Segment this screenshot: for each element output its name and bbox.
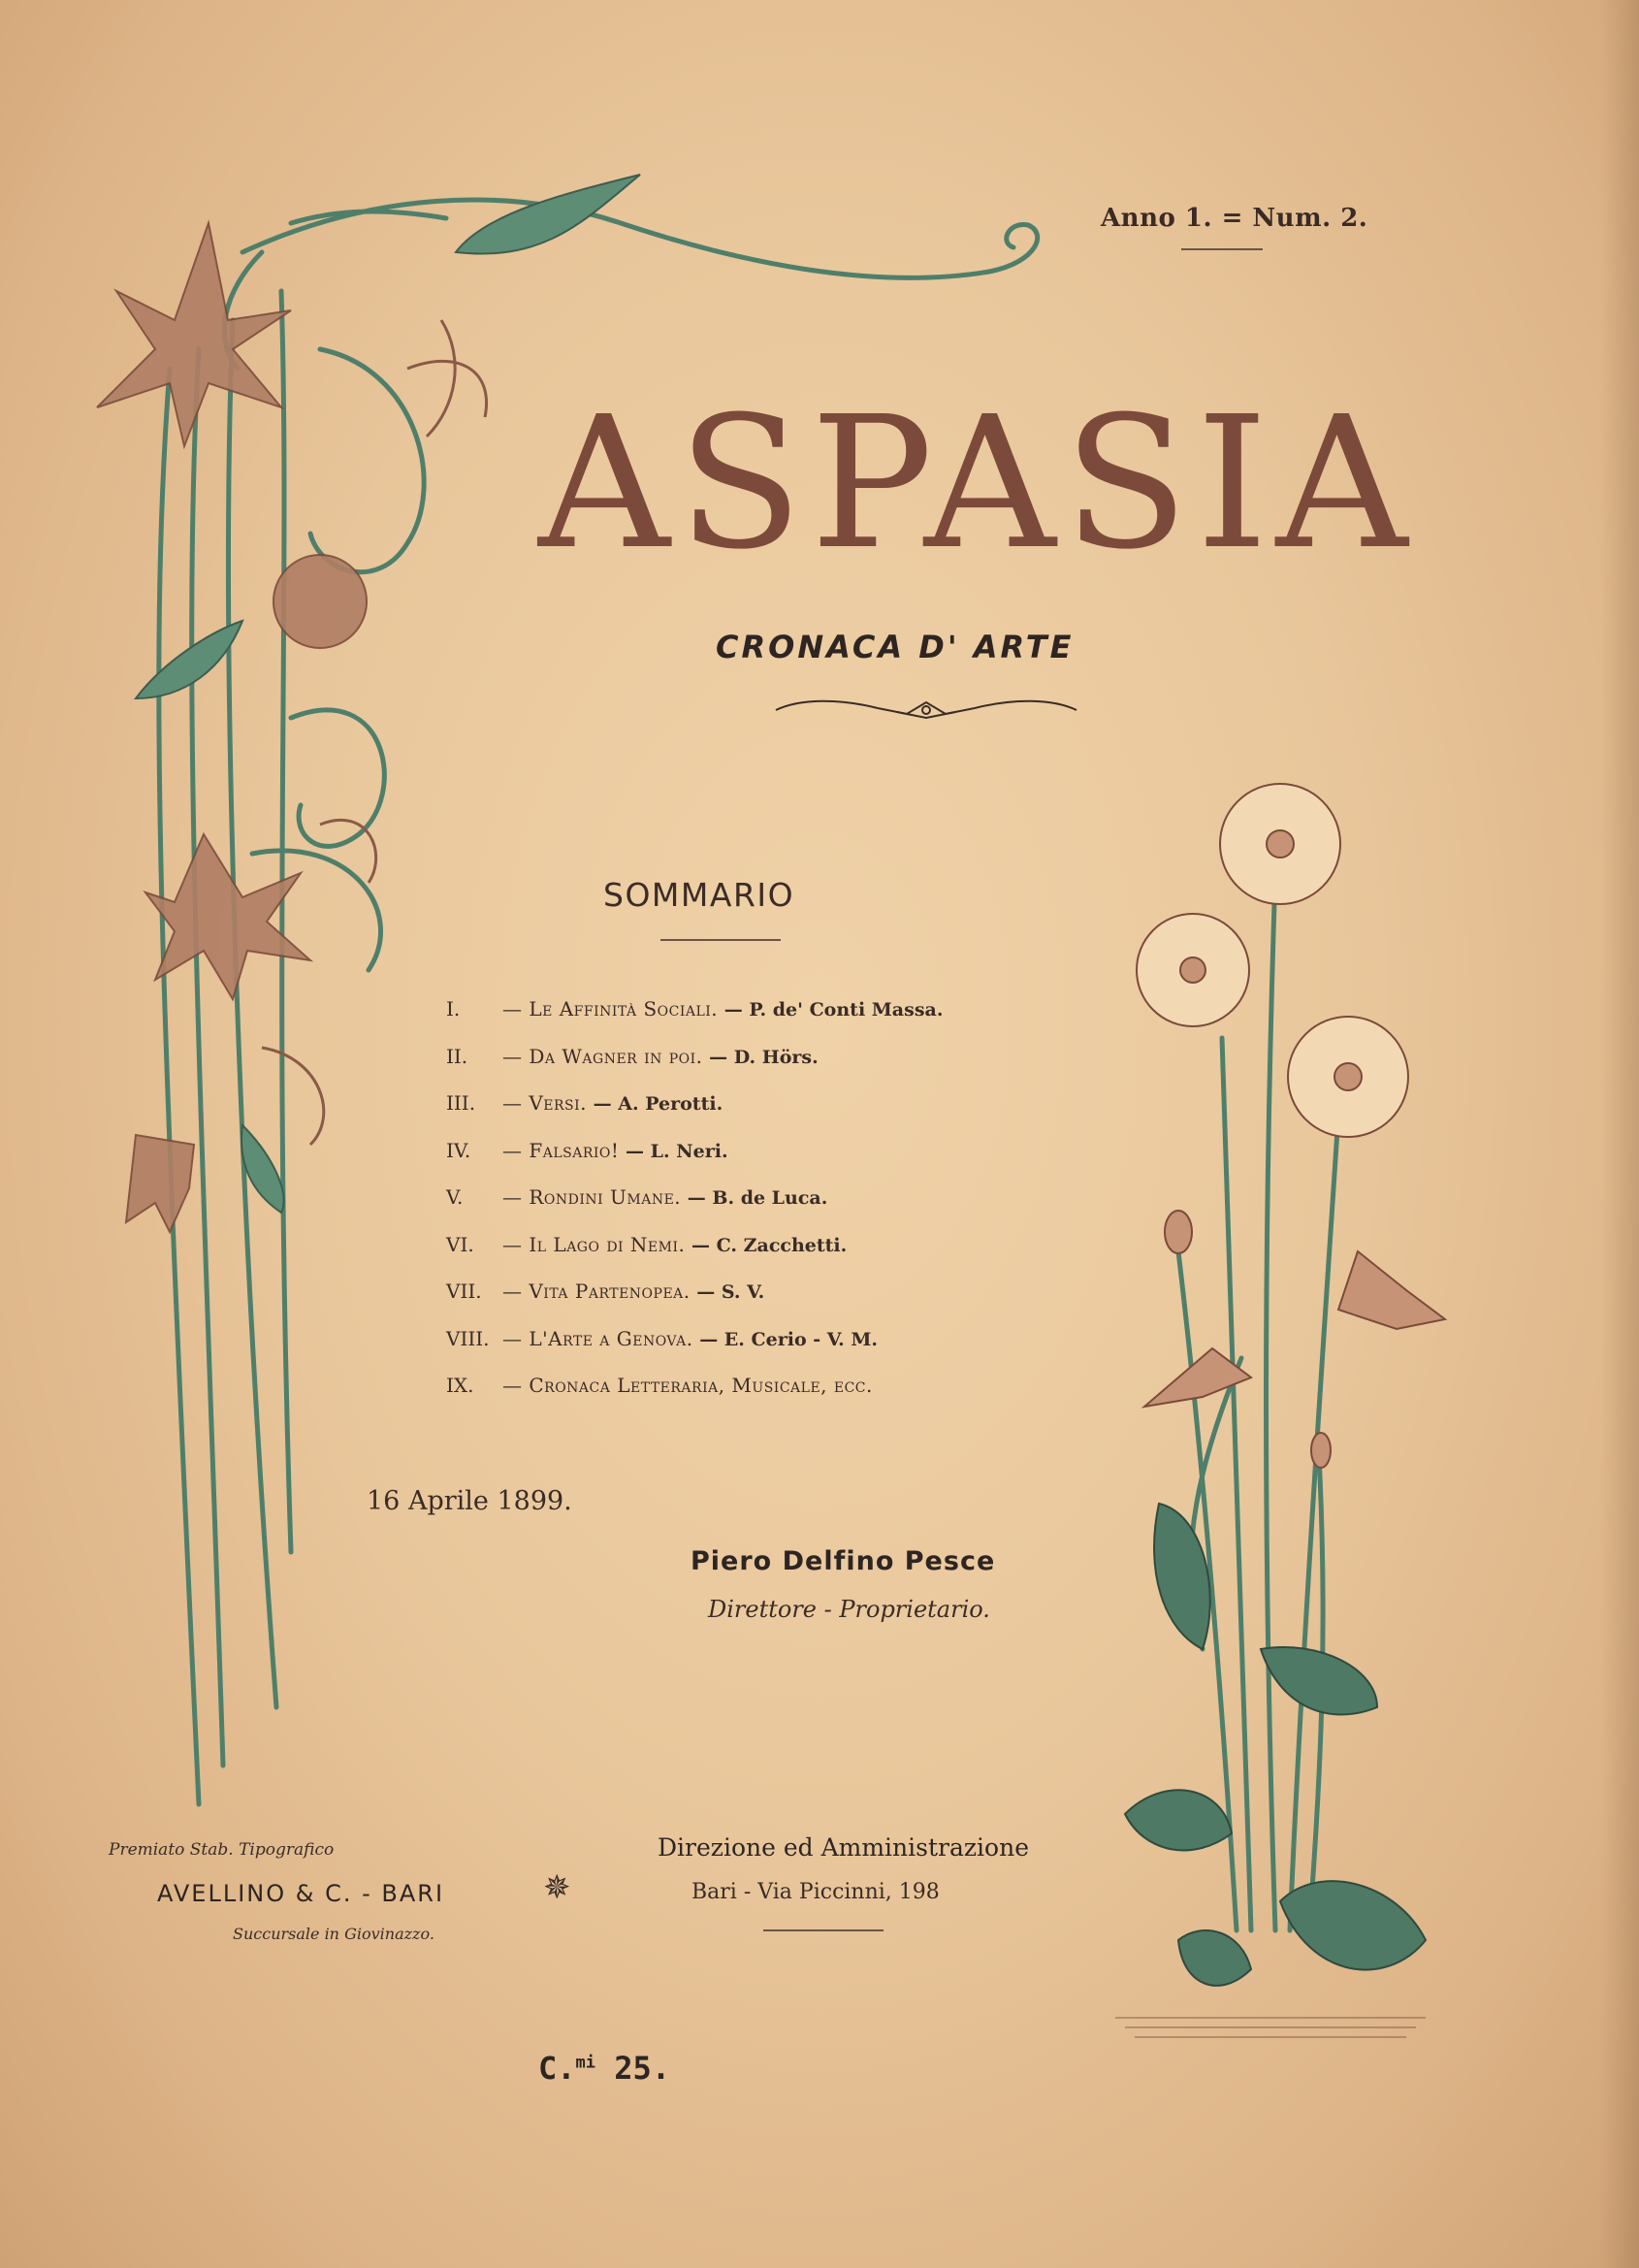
toc-item-author: — L. Neri. [619,1140,728,1162]
toc-item-number: III. [446,1091,476,1115]
administration-rule [763,1929,884,1931]
price-value: 25. [595,2050,671,2087]
toc-item-author: — D. Hörs. [702,1046,819,1068]
toc-item-author: — S. V. [690,1281,765,1303]
administration-address: Bari - Via Piccinni, 198 [691,1880,940,1904]
table-of-contents [446,997,1086,1421]
toc-item [446,1091,1086,1139]
toc-item [446,1233,1086,1280]
toc-item-number: V. [446,1185,464,1209]
toc-item-number: VII. [446,1280,482,1303]
toc-item-title: — Il Lago di Nemi. [502,1232,686,1256]
toc-item-title: — Cronaca Letteraria, Musicale, ecc. [502,1374,873,1397]
star-separator-icon: ✵ [543,1868,571,1907]
toc-item-title: — Vita Partenopea. [502,1280,691,1303]
toc-item-title: — L'Arte a Genova. [502,1326,693,1350]
toc-item-author: — B. de Luca. [681,1187,828,1209]
toc-item [446,1280,1086,1327]
toc-item-number: I. [446,997,461,1021]
toc-item [446,1327,1086,1375]
toc-item-author: — C. Zacchetti. [685,1234,848,1256]
toc-item-title: — Da Wagner in poi. [502,1044,703,1068]
toc-item-author: — E. Cerio - V. M. [692,1328,879,1350]
issue-number: Anno 1. = Num. 2. [1101,204,1368,233]
toc-item-number: IV. [446,1138,471,1162]
toc-item-number: IX. [446,1374,474,1397]
price-superscript: mi [575,2053,596,2073]
toc-item [446,1374,1086,1421]
toc-item [446,1045,1086,1092]
toc-item-title: — Rondini Umane. [502,1185,682,1209]
toc-item-author: — P. de' Conti Massa. [718,999,944,1021]
toc-item-title: — Le Affinità Sociali. [502,997,719,1021]
toc-item-number: VI. [446,1232,474,1256]
toc-item [446,1139,1086,1186]
issue-date: 16 Aprile 1899. [367,1486,572,1516]
toc-item-number: VIII. [446,1326,490,1350]
administration-heading: Direzione ed Amministrazione [658,1833,1029,1862]
issue-rule [1181,248,1263,250]
ornament-icon [771,691,1081,729]
magazine-subtitle: CRONACA D' ARTE [716,629,1075,665]
director-name: Piero Delfino Pesce [691,1546,996,1576]
toc-item-author: — A. Perotti. [587,1093,723,1115]
printer-branch: Succursale in Giovinazzo. [233,1925,434,1943]
price-label [538,2050,670,2087]
toc-item-number: II. [446,1044,468,1068]
magazine-title: ASPASIA [538,377,1416,590]
page-edge-shadow [1600,0,1639,2268]
summary-heading: SOMMARIO [603,876,795,914]
toc-item-title: — Versi. [502,1091,588,1115]
director-role: Direttore - Proprietario. [708,1596,990,1623]
toc-item-title: — Falsario! [502,1138,620,1162]
summary-rule [660,939,781,941]
toc-item [446,1185,1086,1233]
toc-item [446,997,1086,1045]
printer-name: AVELLINO & C. - BARI [157,1880,445,1907]
price-prefix: C. [538,2050,576,2087]
printer-tagline: Premiato Stab. Tipografico [109,1840,335,1860]
